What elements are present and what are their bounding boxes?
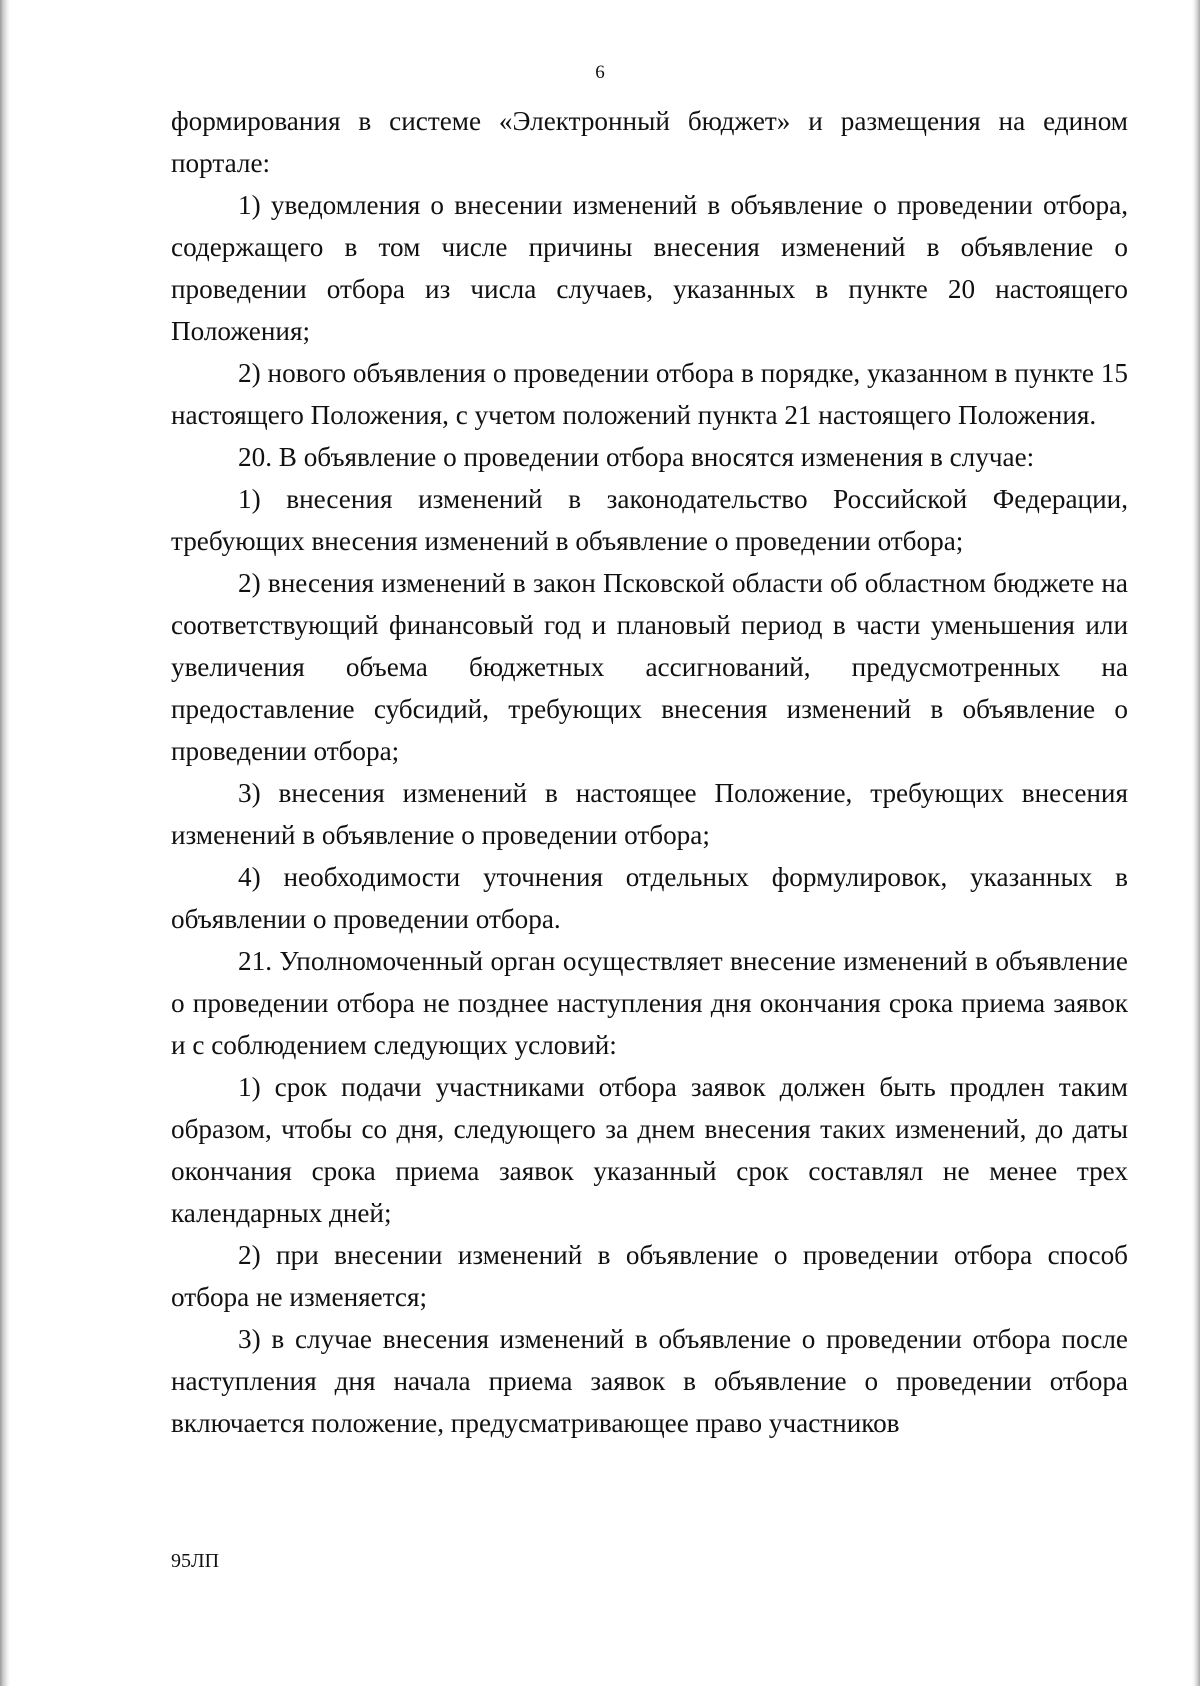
paragraph-section-20: 20. В объявление о проведении отбора вносятся изменения в случае: [238,442,1035,472]
document-body [171,100,1128,1444]
page-number: 6 [595,62,605,83]
paragraph-item-1-notice: 1) уведомления о внесении изменений в объявление о проведении отбора, содержащего в том числе причины внесения изменений в объявление о проведении отбора из числа случаев, указанных в пункте 20 настоящего Положения; [171,190,1128,346]
scan-edge-left [0,0,10,1686]
paragraph-section-20-item-3: 3) внесения изменений в настоящее Положение, требующих внесения изменений в объявление о проведении отбора; [171,778,1128,850]
paragraph-item-2-new-announcement: 2) нового объявления о проведении отбора в порядке, указанном в пункте 15 настоящего Положения, с учетом положений пункта 21 настоящего Положения. [171,358,1128,430]
paragraph-section-20-item-1: 1) внесения изменений в законодательство Российской Федерации, требующих внесения изменений в объявление о проведении отбора; [171,484,1128,556]
paragraph-section-21-item-1: 1) срок подачи участниками отбора заявок должен быть продлен таким образом, чтобы со дня, следующего за днем внесения таких изменений, до даты окончания срока приема заявок указанный срок составлял не менее трех календарных дней; [171,1072,1128,1228]
paragraph-section-21-item-3: 3) в случае внесения изменений в объявление о проведении отбора после наступления дня начала приема заявок в объявление о проведении отбора включается положение, предусматривающее право участников [171,1324,1128,1438]
paragraph-section-21: 21. Уполномоченный орган осуществляет внесение изменений в объявление о проведении отбора не позднее наступления дня окончания срока приема заявок и с соблюдением следующих условий: [171,946,1128,1060]
paragraph-section-20-item-2: 2) внесения изменений в закон Псковской области об областном бюджете на соответствующий финансовый год и плановый период в части уменьшения или увеличения объема бюджетных ассигнований, предусмотренных на предоставление субсидий, требующих внесения изменений в объявление о проведении отбора; [171,568,1128,766]
scan-edge-right [1192,0,1200,1686]
paragraph-continuation: формирования в системе «Электронный бюджет» и размещения на едином портале: [171,106,1128,178]
footer-document-code: 95ЛП [171,1550,220,1572]
paragraph-section-21-item-2: 2) при внесении изменений в объявление о проведении отбора способ отбора не изменяется; [171,1240,1128,1312]
paragraph-section-20-item-4: 4) необходимости уточнения отдельных формулировок, указанных в объявлении о проведении отбора. [171,862,1128,934]
